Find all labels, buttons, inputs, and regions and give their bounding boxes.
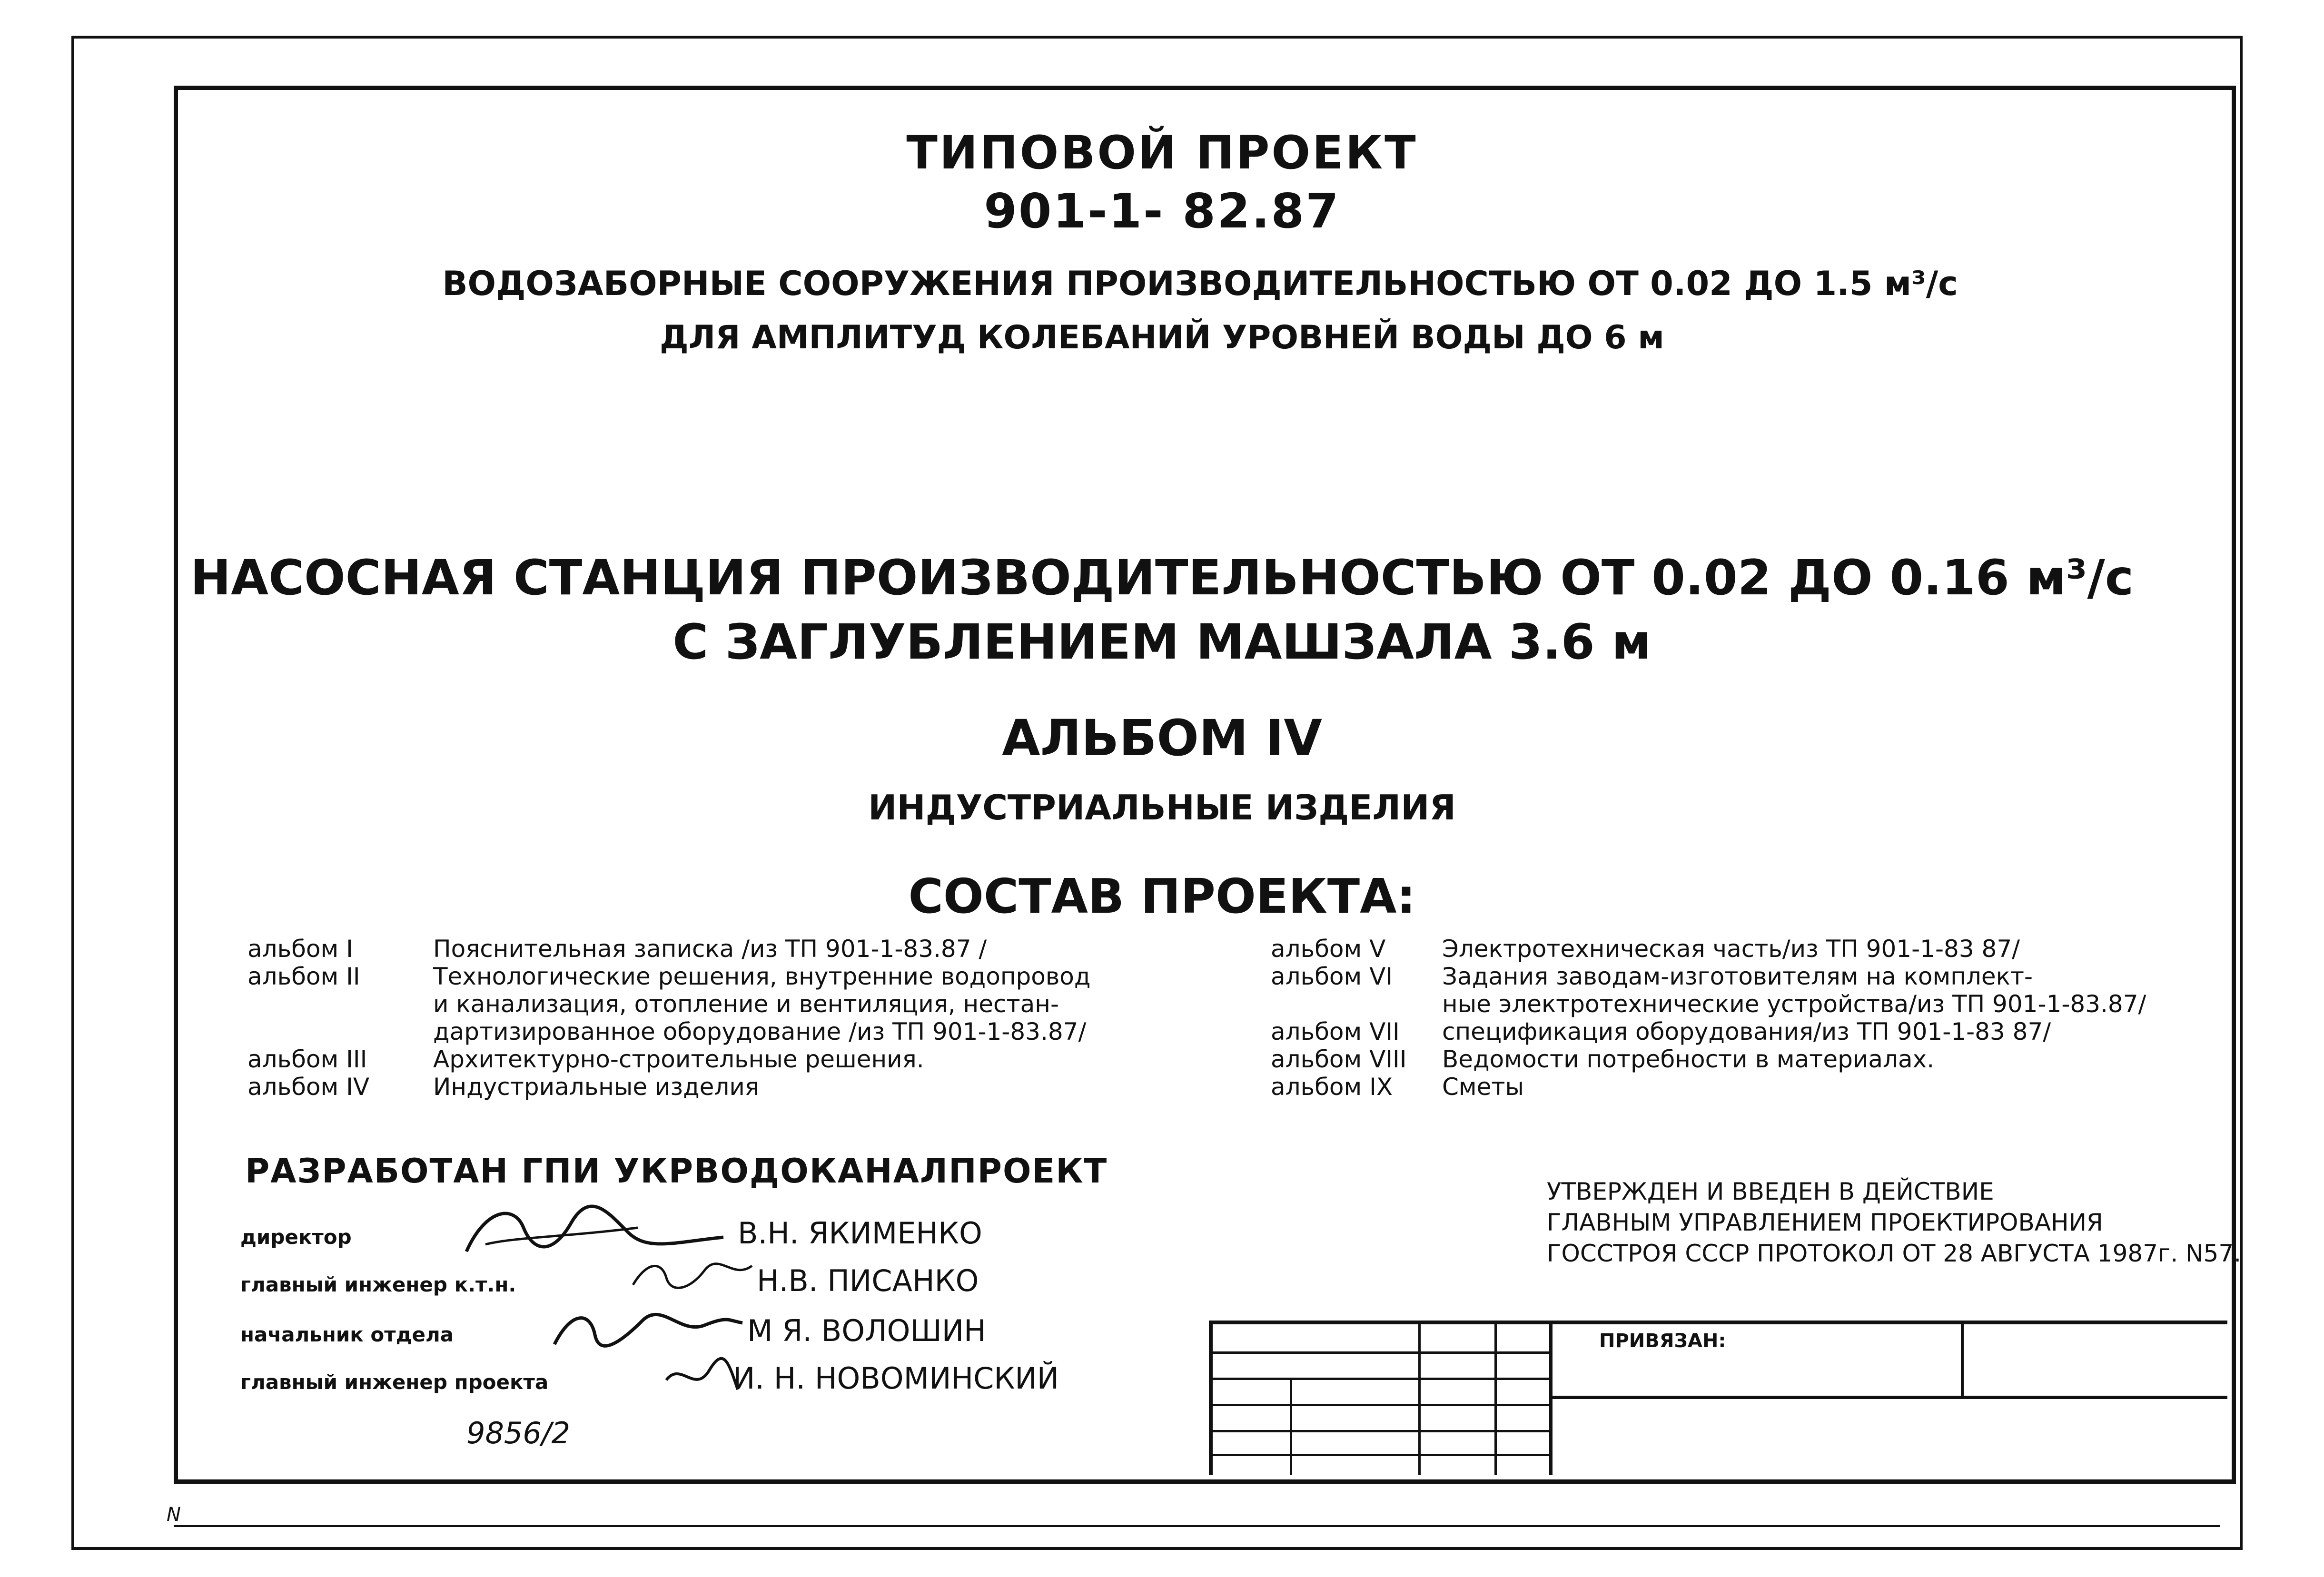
role-label: главный инженер к.т.н. xyxy=(240,1273,516,1296)
list-item xyxy=(247,935,1247,963)
list-item xyxy=(1271,963,2223,990)
list-item xyxy=(1271,1018,2223,1045)
signature-chief-engineer xyxy=(628,1252,761,1294)
album-label: альбом VI xyxy=(1271,963,1393,990)
approval-line-3: ГОССТРОЯ СССР ПРОТОКОЛ ОТ 28 АВГУСТА 1987г. N57. xyxy=(1547,1240,2242,1267)
album-text: и канализация, отопление и вентиляция, нестан- xyxy=(433,990,1059,1018)
album-label: альбом IV xyxy=(247,1073,370,1101)
list-item xyxy=(247,1073,1247,1101)
title-line-2: С ЗАГЛУБЛЕНИЕМ МАШЗАЛА 3.6 м xyxy=(672,614,1652,670)
signature-project-engineer xyxy=(662,1351,742,1399)
album-text: ные электротехнические устройства/из ТП 901-1-83.87/ xyxy=(1442,990,2146,1018)
album-label: альбом IX xyxy=(1271,1073,1393,1101)
album-text: спецификация оборудования/из ТП 901-1-83 87/ xyxy=(1442,1018,2051,1045)
person-name: И. Н. НОВОМИНСКИЙ xyxy=(733,1361,1059,1396)
developer-label: РАЗРАБОТАН ГПИ УКРВОДОКАНАЛПРОЕКТ xyxy=(245,1152,1108,1191)
footer-mark: N xyxy=(167,1504,181,1526)
album-text: Пояснительная записка /из ТП 901-1-83.87 / xyxy=(433,935,987,963)
album-text: Электротехническая часть/из ТП 901-1-83 87/ xyxy=(1442,935,2020,963)
list-item xyxy=(1271,1073,2223,1101)
list-item xyxy=(1271,990,2223,1018)
album-text: Индустриальные изделия xyxy=(433,1073,759,1101)
list-item xyxy=(247,1018,1247,1045)
album-text: Ведомости потребности в материалах. xyxy=(1442,1045,1935,1073)
composition-right-list xyxy=(1271,935,2223,1101)
person-name: Н.В. ПИСАНКО xyxy=(757,1263,979,1298)
album-text: Технологические решения, внутренние водопровод xyxy=(433,963,1091,990)
project-label: ТИПОВОЙ ПРОЕКТ xyxy=(906,126,1418,179)
album-text: Архитектурно-строительные решения. xyxy=(433,1045,924,1073)
list-item xyxy=(247,1045,1247,1073)
album-text: Задания заводам-изготовителям на комплект- xyxy=(1442,963,2033,990)
signature-department-head xyxy=(547,1301,747,1354)
person-name: М Я. ВОЛОШИН xyxy=(747,1313,986,1348)
composition-left-list xyxy=(247,935,1247,1101)
footer-rule xyxy=(174,1525,2220,1527)
approval-line-1: УТВЕРЖДЕН И ВВЕДЕН В ДЕЙСТВИЕ xyxy=(1547,1178,1994,1205)
album-label: альбом V xyxy=(1271,935,1386,963)
role-label: директор xyxy=(240,1225,352,1249)
album-label: альбом VII xyxy=(1271,1018,1400,1045)
attached-label: ПРИВЯЗАН: xyxy=(1599,1330,1726,1352)
subject-line-2: ДЛЯ АМПЛИТУД КОЛЕБАНИЙ УРОВНЕЙ ВОДЫ ДО 6 м xyxy=(660,319,1664,356)
album-text: дартизированное оборудование /из ТП 901-1-83.87/ xyxy=(433,1018,1087,1045)
approval-line-2: ГЛАВНЫМ УПРАВЛЕНИЕМ ПРОЕКТИРОВАНИЯ xyxy=(1547,1209,2103,1236)
title-line-1: НАСОСНАЯ СТАНЦИЯ ПРОИЗВОДИТЕЛЬНОСТЬЮ ОТ 0.02 ДО 0.16 м³/с xyxy=(190,550,2134,606)
title-block xyxy=(1209,1321,2227,1475)
doc-number: 9856/2 xyxy=(466,1416,571,1450)
list-item xyxy=(1271,1045,2223,1073)
list-item xyxy=(247,990,1247,1018)
person-name: В.Н. ЯКИМЕНКО xyxy=(738,1216,982,1251)
album-label: альбом VIII xyxy=(1271,1045,1407,1073)
album-text: Сметы xyxy=(1442,1073,1524,1101)
role-label: начальник отдела xyxy=(240,1323,454,1346)
composition-heading: СОСТАВ ПРОЕКТА: xyxy=(908,868,1416,924)
album-subject: ИНДУСТРИАЛЬНЫЕ ИЗДЕЛИЯ xyxy=(868,788,1456,828)
album-label: альбом I xyxy=(247,935,353,963)
album-label: альбом III xyxy=(247,1045,367,1073)
album-label: альбом II xyxy=(247,963,360,990)
subject-line-1: ВОДОЗАБОРНЫЕ СООРУЖЕНИЯ ПРОИЗВОДИТЕЛЬНОСТЬЮ ОТ 0.02 ДО 1.5 м³/с xyxy=(442,264,1958,303)
list-item xyxy=(1271,935,2223,963)
project-number: 901-1- 82.87 xyxy=(984,183,1340,239)
list-item xyxy=(247,963,1247,990)
role-label: главный инженер проекта xyxy=(240,1370,549,1394)
album-title: АЛЬБОМ IV xyxy=(1002,709,1322,767)
